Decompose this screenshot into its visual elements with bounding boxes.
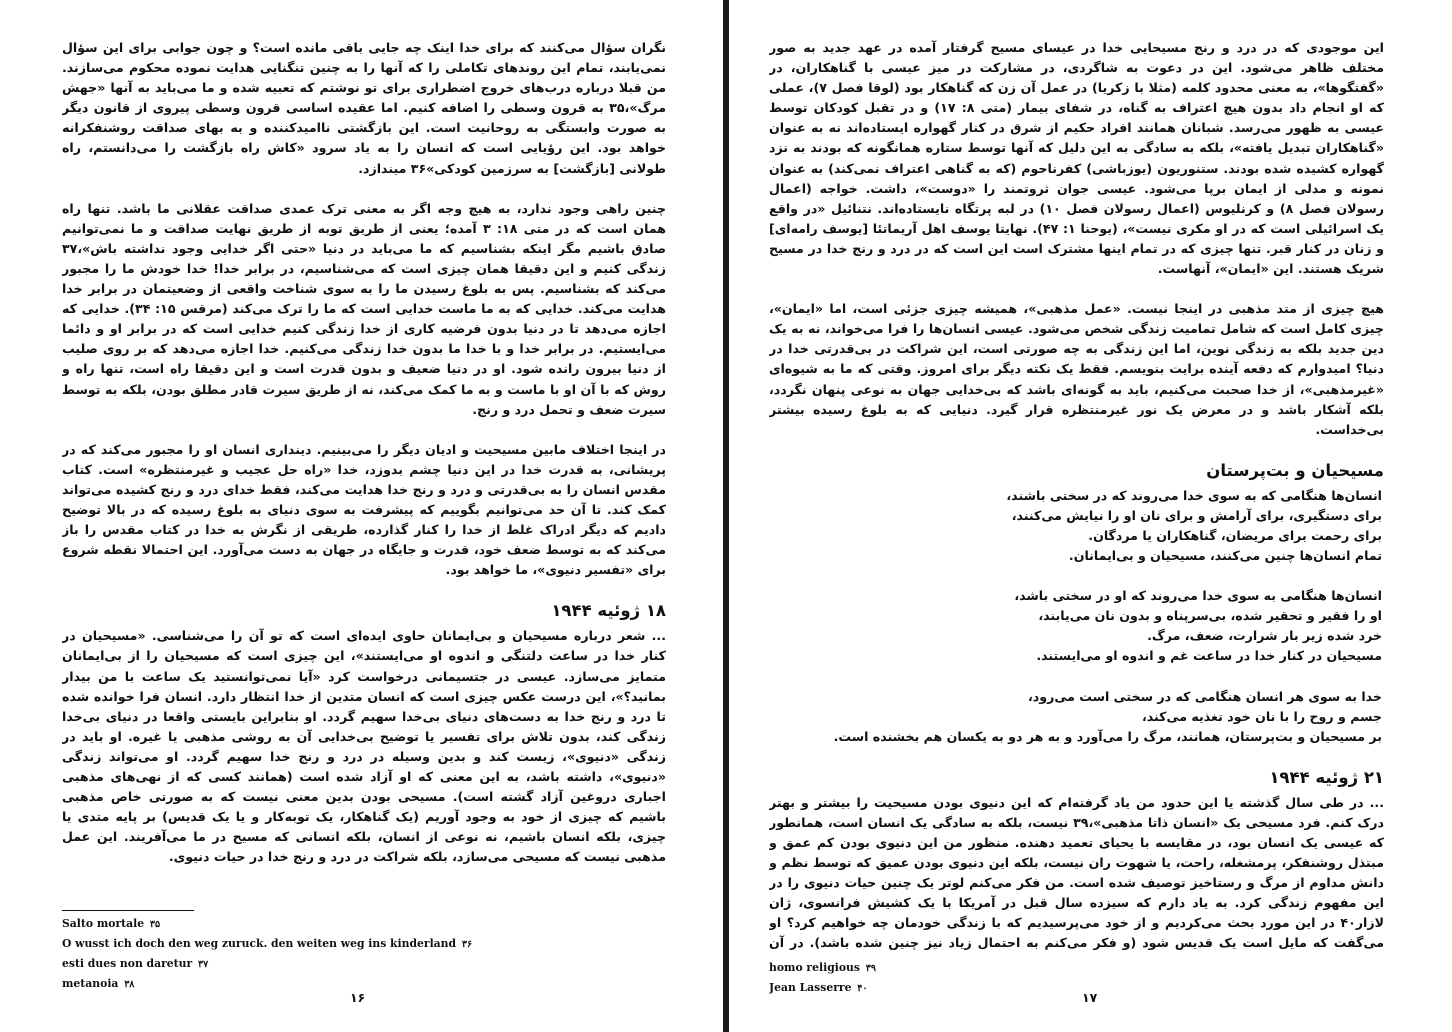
entry-date-heading: ۲۱ ژوئیه ۱۹۴۴ bbox=[1269, 767, 1384, 787]
poem-line: او را فقیر و تحقیر شده، بی‌سرپناه و بدون نان می‌یابند، bbox=[1038, 608, 1382, 624]
footnote-number: ۳۶ bbox=[461, 939, 473, 950]
body-paragraph: هیچ چیزی از متد مذهبی در اینجا نیست. «عمل مذهبی»، همیشه چیزی جزئی است، اما «ایمان»، چیزی کامل است که شامل تمامیت زندگی شخص می‌شود. عیسی انسان‌ها را فرا می‌خواند، نه به یک دین جدید بلکه به زندگی نوین، اما این زندگی به چه صورتی است، این شراکت در بی‌قدرتی خدا در دنیا؟ امیدوارم که دفعه آینده برایت بنویسم. فقط یک نکته دیگر برای امروز. وقتی که ما به شیوه‌ای «غیرمذهبی»، از خدا صحبت می‌کنیم، باید به گونه‌ای باشد که بی‌خدایی جهان به نوعی پنهان نگردد، بلکه آشکار باشد و در معرض یک نور غیرمنتظره قرار گیرد. دنیایی که به بلوغ رسیده بیشتر بی‌خداست. bbox=[769, 301, 1384, 437]
poem-line: انسان‌ها هنگامی به سوی خدا می‌روند که او در سختی باشد، bbox=[1014, 588, 1382, 604]
book-gutter bbox=[723, 0, 729, 1032]
footnote-number: ۳۸ bbox=[124, 979, 135, 990]
footnote bbox=[62, 914, 472, 934]
footnote bbox=[769, 978, 876, 998]
section-heading: مسیحیان و بت‌پرستان bbox=[1206, 460, 1384, 480]
footnote-text: Jean Lasserre bbox=[769, 981, 852, 994]
footnote-text: Salto mortale bbox=[62, 917, 145, 930]
entry-date-heading: ۱۸ ژوئیه ۱۹۴۴ bbox=[551, 601, 666, 621]
footnote bbox=[62, 934, 472, 954]
footnote-number: ۳۷ bbox=[197, 959, 209, 970]
footnote bbox=[62, 954, 472, 974]
poem-line: انسان‌ها هنگامی که به سوی خدا می‌روند که در سختی باشند، bbox=[1006, 487, 1382, 503]
poem-stanza bbox=[769, 586, 1384, 666]
poem-line: خدا به سوی هر انسان هنگامی که در سختی است می‌رود، bbox=[1028, 688, 1382, 704]
body-paragraph: این موجودی که در درد و رنج مسیحایی خدا در عیسای مسیح گرفتار آمده در عهد جدید به صور مختلف ظاهر می‌شود. این در دعوت به شاگردی، در مشارکت در میز عیسی با گناهکاران، در «گفتگوها»، به معنی محدود کلمه (مثلا با زکریا) در عمل آن زن که گناهکار بود (لوقا فصل ۷)، عملی که او انجام داد بدون هیچ اعتراف به گناه، در شفای بیمار (متی ۸: ۱۷) و در تقبل کودکان توسط عیسی به ظهور می‌رسد. شبانان همانند افراد حکیم از شرق در کنار گهواره ایستاده‌اند نه به عنوان «گناهکاران تبدیل یافته»، بلکه به سادگی به این دلیل که آنها توسط ستاره همانگونه که بودند به نزد گهواره کشیده شده بودند. ستنوریون (یوزباشی) کفرناحوم (که به گناهی اعتراف نمی‌کند) به عنوان نمونه و مدلی از ایمان برپا می‌شود. عیسی جوان ثروتمند را «دوست»، داشت. خواجه (اعمال رسولان فصل ۸) و کرنلیوس (اعمال رسولان فصل ۱۰) در لبه پرتگاه نایستاده‌اند. نتنائیل «در واقع یک اسرائیلی است که در او مکری نیست»، (یوحنا ۱: ۴۷). نهایتا یوسف اهل آریماتئا [یوسف رامه‌ای] و زنان در کنار قبر. تنها چیزی که در تمام اینها مشترک است این است که در درد و رنج خدا در مسیح شریک هستند. این «ایمان»، آنهاست. bbox=[769, 40, 1384, 277]
poem-line: بر مسیحیان و بت‌پرستان، همانند، مرگ را می‌آورد و به هر دو به یکسان هم بخشنده است. bbox=[833, 728, 1382, 744]
footnote-text: esti dues non daretur bbox=[62, 957, 193, 970]
left-page bbox=[62, 38, 666, 1018]
footnote-text: homo religious bbox=[769, 961, 860, 974]
body-paragraph: ... شعر درباره مسیحیان و بی‌ایمانان حاوی ایده‌ای است که تو آن را می‌شناسی. «مسیحیان در کنار خدا در ساعت دلتنگی و اندوه او می‌ایستند»، این چیزی است که مسیحیان را از بی‌ایمانان متمایز می‌سازد. عیسی در جتسیمانی درخواست کرد «آیا نمی‌توانستید یک ساعت با من بیدار بمانید؟»، این درست عکس چیزی است که انسان متدین از خدا انتظار دارد. انسان فرا خوانده شده تا درد و رنج خدا به دست‌های دنیای بی‌خدا سهیم گردد. او بنابراین بایستی واقعا در دنیای بی‌خدا زندگی کند، بدون تلاش برای تفسیر یا توضیح بی‌خدایی آن به روشی مذهبی یا غیره. او باید در زندگی «دنیوی»، زیست کند و بدین وسیله در درد و رنج خدا سهیم گردد. او می‌تواند زندگی «دنیوی»، داشته باشد، به این معنی که او آزاد شده است (همانند کسی که از نهی‌های مذهبی اجباری دروغین آزاد گشته است). مسیحی بودن بدین معنی نیست که به صورتی خاص مذهبی باشیم که چیزی از خود به وجود آوریم (یک گناهکار، یک توبه‌کار و یا یک قدیس) بر پایه متدی یا چیزی، بلکه انسان باشیم، نه نوعی از انسان، بلکه انسانی که مسیح در ما می‌آفریند. این عمل مذهبی نیست که مسیحی می‌سازد، بلکه شراکت در درد و رنج خدا در حیات دنیوی. bbox=[62, 628, 666, 865]
footnote-number: ۴۰ bbox=[857, 983, 868, 994]
poem-stanza bbox=[769, 486, 1384, 566]
poem-stanza bbox=[769, 687, 1384, 747]
page-number: ۱۶ bbox=[350, 990, 366, 1005]
footnote-number: ۳۹ bbox=[865, 963, 876, 974]
footnote-rule bbox=[62, 910, 194, 911]
footnote bbox=[62, 974, 472, 994]
footnote-text: metanoia bbox=[62, 977, 119, 990]
left-page-body bbox=[62, 38, 666, 888]
footnote bbox=[769, 958, 876, 978]
poem-line: برای دستگیری، برای آرامش و برای نان او را نیایش می‌کنند، bbox=[1011, 507, 1382, 523]
poem-line: برای رحمت برای مریضان، گناهکاران یا مردگان. bbox=[1088, 527, 1382, 543]
body-paragraph: چنین راهی وجود ندارد، به هیچ وجه اگر به معنی ترک عمدی صداقت عقلانی ما باشد. تنها راه همان است که در متی ۱۸: ۳ آمده؛ یعنی از طریق توبه از طریق نهایت صداقت و ما نمی‌توانیم صادق باشیم مگر اینکه بشناسیم که ما می‌باید در دنیا «حتی اگر خدایی وجود نداشته باش»،۳۷ زندگی کنیم و این دقیقا همان چیزی است که می‌شناسیم، در برابر خدا! خدا خودش ما را مجبور می‌کند که بشناسیم. پس به بلوغ رسیدن ما را به سوی شناخت واقعی از وضعیتمان در برابر خدا هدایت می‌کند. خدایی که به ما ماست خدایی است که ما را ترک می‌کند (مرقس ۱۵: ۳۴). خدایی که اجازه می‌دهد تا در دنیا بدون فرضیه کاری از خدا زندگی کنیم خدایی است که در برابر او و دائما می‌ایستیم. در برابر خدا و با خدا ما بدون خدا زندگی می‌کنیم. خدا اجازه می‌دهد که بر روی صلیب از دنیا بیرون رانده شود. او در دنیا ضعیف و بدون قدرت است و این دقیقا راه است، تنها راه و روش که با آن او با ماست و به ما کمک می‌کند، نه از طریق سیرت قادر مطلق بودن، بلکه به توسط سیرت ضعف و تحمل درد و رنج. bbox=[62, 200, 666, 417]
poem-line: تمام انسان‌ها چنین می‌کنند، مسیحیان و بی‌ایمانان. bbox=[1068, 548, 1382, 564]
body-paragraph: ... در طی سال گذشته یا این حدود من یاد گرفته‌ام که این دنیوی بودن مسیحیت را بیشتر و بهتر درک کنم. فرد مسیحی یک «انسان ذاتا مذهبی»،۳۹ نیست، بلکه به سادگی یک انسان است، همانطور که عیسی یک انسان بود، در مقایسه با یحیای تعمید دهنده. منظور من این دنیوی بودن کم عمق و مبتذل روشنفکر، پرمشغله، راحت، یا شهوت ران نیست، بلکه این دنیوی بودن عمیق که توسط نظم و دانش مداوم از مرگ و رستاخیز توصیف شده است. من فکر می‌کنم لوتر یک چنین حیات دنیوی را در این مفهوم زندگی کرد. به یاد دارم که سیزده سال قبل در آمریکا با یک کشیش فرانسوی، ژان لازار۴۰ در این مورد بحث می‌کردیم و از خود می‌پرسیدیم که با زندگی خودمان چه خواهیم کرد؟ او می‌گفت که مایل است یک قدیس شود (و فکر می‌کنم به احتمال زیاد نیز چنین شده باشد). در آن bbox=[769, 794, 1384, 950]
poem-line: جسم و روح را با نان خود تغذیه می‌کند، bbox=[1141, 708, 1382, 724]
footnote-text: O wusst ich doch den weg zuruck. den weiten weg ins kinderland bbox=[62, 937, 457, 950]
footnotes bbox=[769, 958, 876, 998]
footnotes bbox=[62, 910, 472, 994]
right-page bbox=[769, 38, 1384, 1018]
body-paragraph bbox=[62, 887, 666, 888]
poem-line: مسیحیان در کنار خدا در ساعت غم و اندوه او می‌ایستند. bbox=[1036, 648, 1382, 664]
body-paragraph: در اینجا اختلاف مابین مسیحیت و ادیان دیگر را می‌بینیم. دینداری انسان او را مجبور می‌کند که در پریشانی، به قدرت خدا در این دنیا چشم بدوزد، خدا «راه حل عجیب و غیرمنتظره» است. کتاب مقدس انسان را به بی‌قدرتی و درد و رنج خدا هدایت می‌کند، فقط خدای درد و رنج کشیده می‌تواند کمک کند. تا آن حد می‌توانیم بگوییم که پیشرفت به سوی دنیای به بلوغ رسیده که در بالا توضیح دادیم که دیگر ادراک غلط از خدا را کنار گذارده، طریقی از نگرش به خدا در کتاب مقدس را باز می‌کند که به توسط ضعف خود، قدرت و جایگاه در جهان به دست می‌آورد. این احتمالا نقطه شروع برای «تفسیر دنیوی»، ما خواهد بود. bbox=[62, 441, 666, 578]
right-page-body bbox=[769, 38, 1384, 950]
footnote-number: ۳۵ bbox=[149, 919, 161, 930]
body-paragraph: نگران سؤال می‌کنند که برای خدا اینک چه جایی باقی مانده است؟ و چون جوابی برای این سؤال نمی‌یابند، تمام این روندهای تکاملی را که آنها را به چنین تنگنایی هدایت نموده محکوم می‌سازند. من قبلا درباره درب‌های خروج اضطراری برای تو نوشتم که تعبیه شده و ما می‌باید به آنها «جهش مرگ»،۳۵ به قرون وسطی را اضافه کنیم. اما عقیده اساسی قرون وسطی پیروی از قانون دیگر به صورت وابستگی به روحانیت است. این بازگشتی ناامیدکننده و به بهای صداقت روشنفکرانه خواهد بود. این رؤیایی است که انسان را به یاد سرود «کاش راه بازگشت را می‌دانستم، راه طولانی [بازگشت] به سرزمین کودکی»۳۶ میندازد. bbox=[62, 40, 666, 176]
page-number: ۱۷ bbox=[1082, 990, 1098, 1005]
poem-line: خرد شده زیر بار شرارت، ضعف، مرگ. bbox=[1147, 628, 1382, 644]
